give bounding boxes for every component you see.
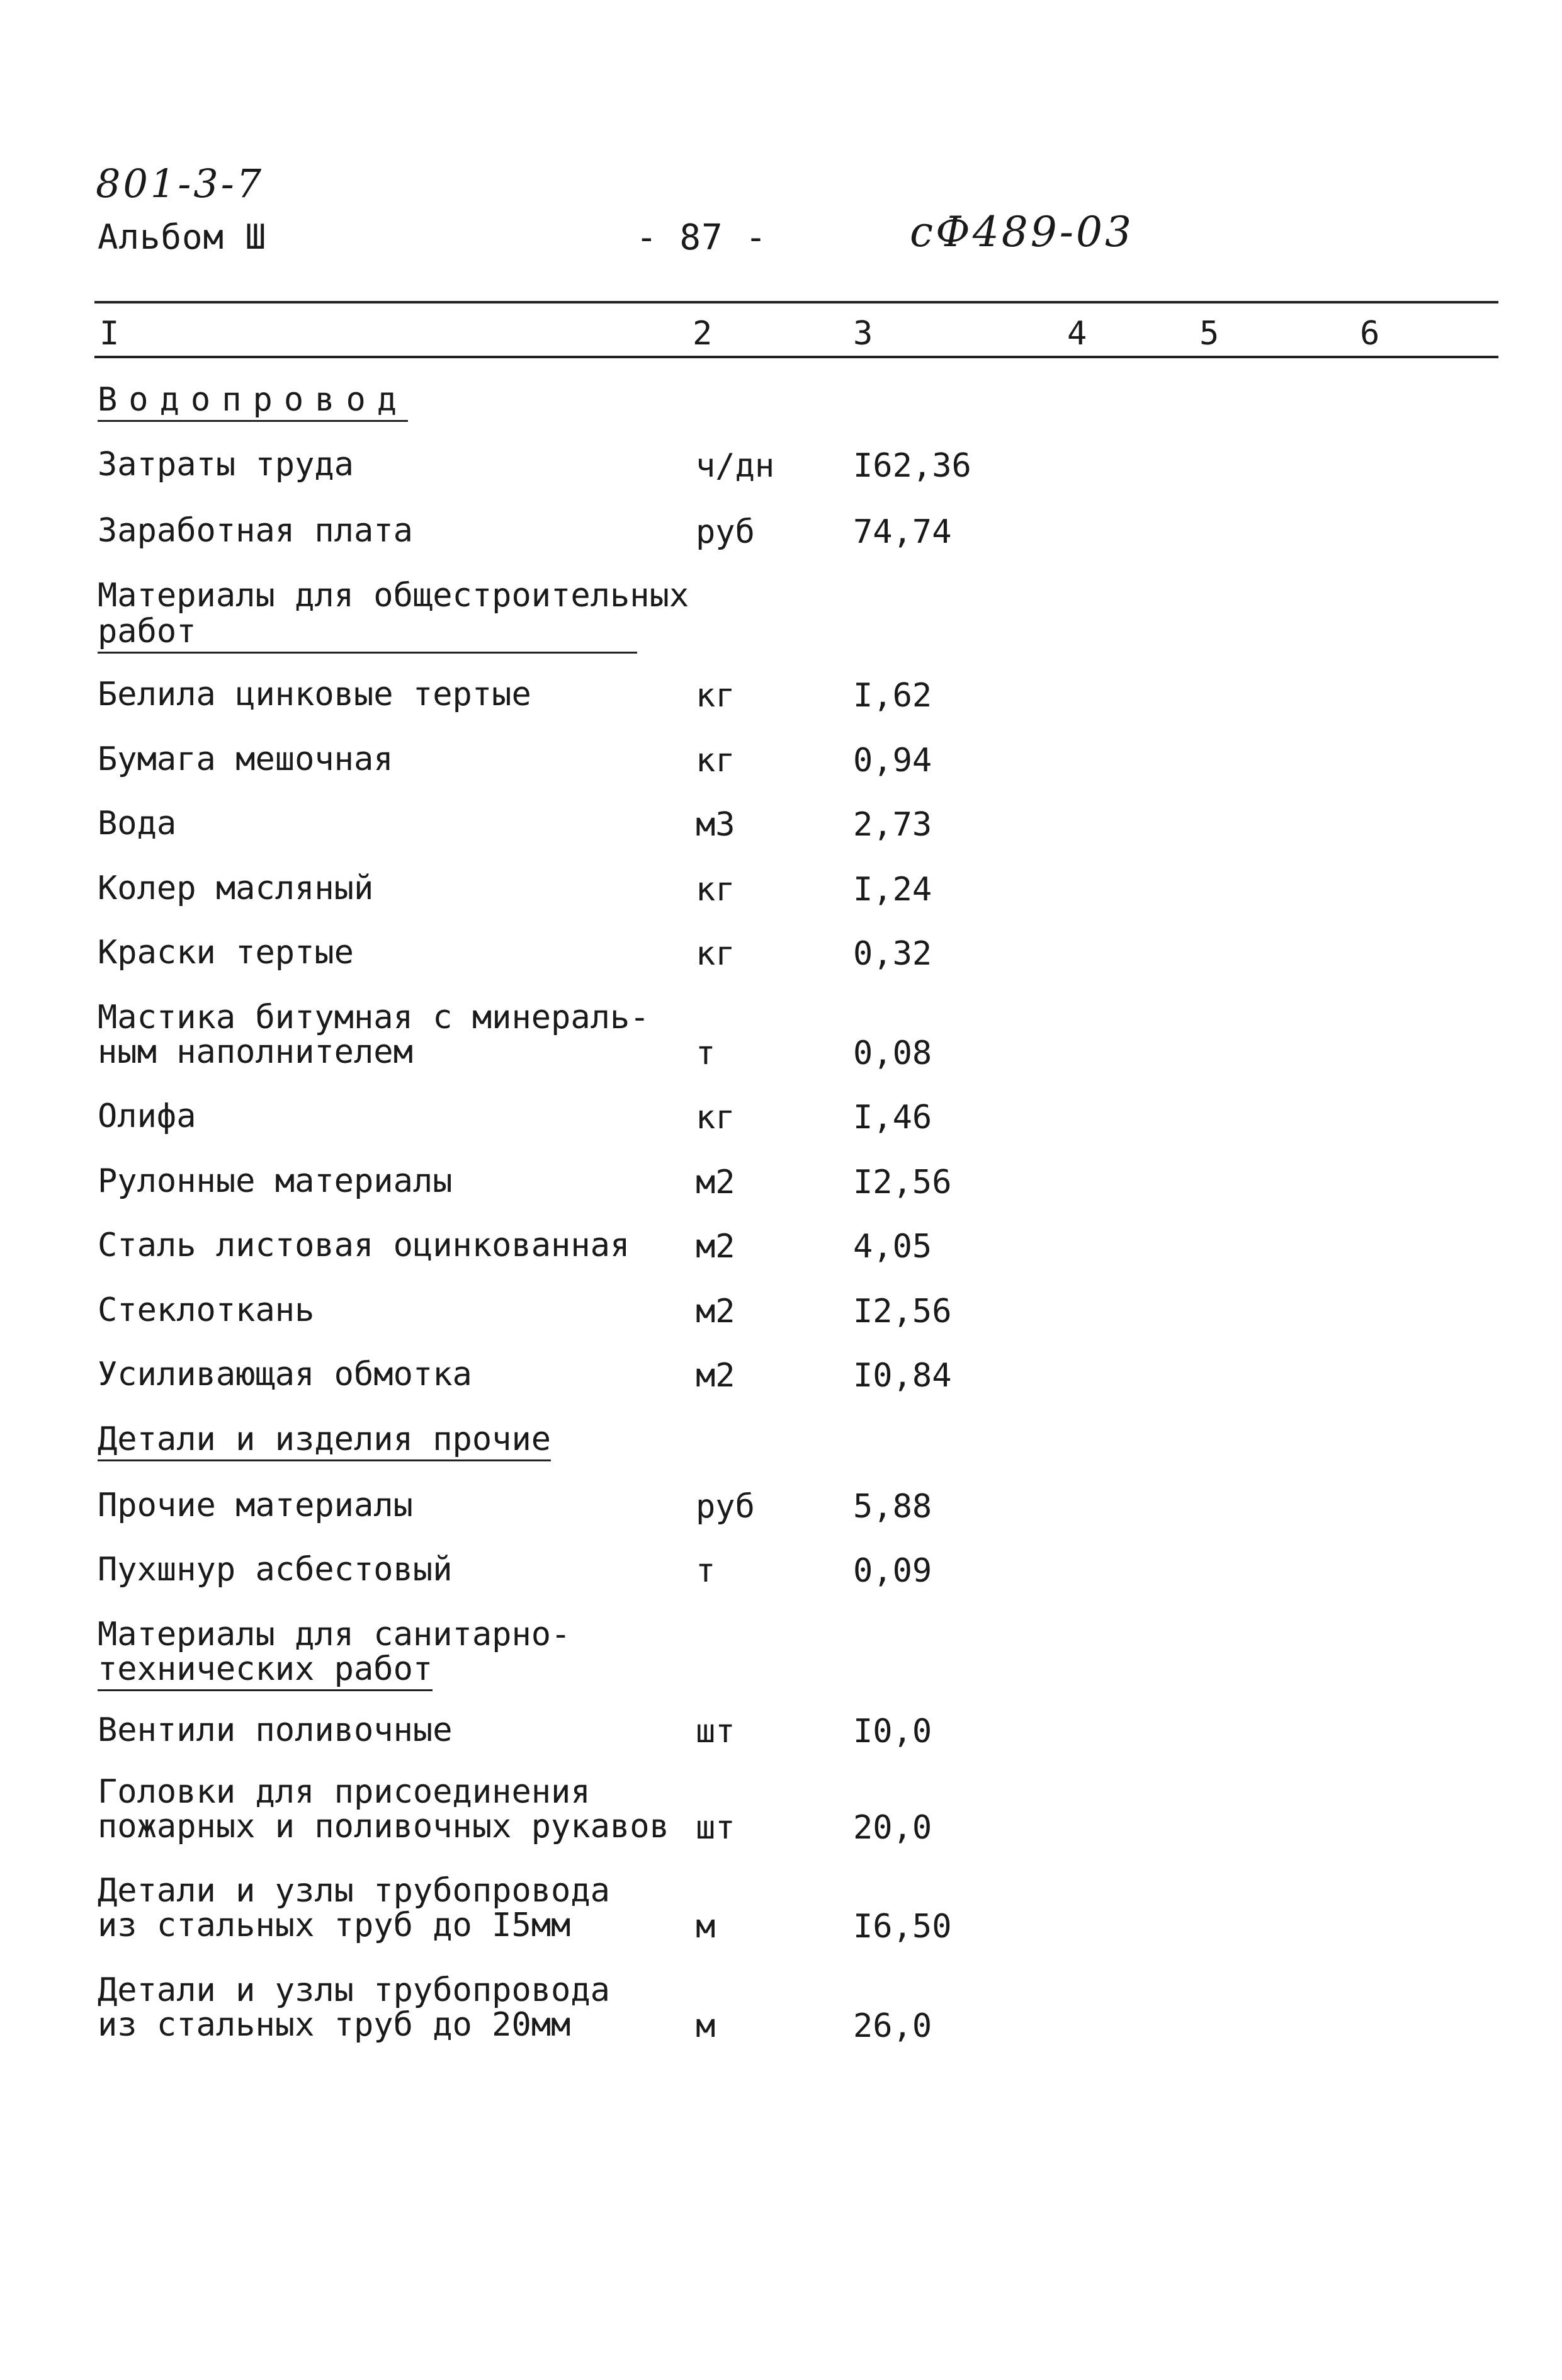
row-name: Стеклоткань: [98, 1291, 315, 1329]
row-name: Вентили поливочные: [98, 1711, 453, 1749]
page-number: - 87 -: [636, 217, 767, 258]
handwritten-reference: сФ489-03: [910, 208, 1135, 256]
row-value: I2,56: [853, 1164, 952, 1201]
row-name: Сталь листовая оцинкованная: [98, 1227, 630, 1264]
row-unit: м: [696, 2007, 716, 2045]
row-value: 0,08: [853, 1034, 932, 1072]
album-label: Альбом Ш: [98, 217, 267, 257]
row-value: I2,56: [853, 1293, 952, 1330]
handwritten-code: 801-3-7: [96, 161, 264, 207]
group-heading: Детали и изделия прочие: [98, 1422, 551, 1457]
row-unit: м: [696, 1908, 716, 1946]
group-heading: Материалы для санитарно-: [98, 1616, 571, 1653]
row-name: Мастика битумная с минераль-: [98, 999, 650, 1036]
column-header-4: 4: [1067, 315, 1088, 353]
row-name-cont: пожарных и поливочных рукавов: [98, 1808, 669, 1845]
row-name: Пухшнур асбестовый: [98, 1551, 453, 1589]
row-unit: кг: [696, 871, 735, 909]
row-value: I6,50: [853, 1908, 952, 1946]
row-name: Бумага мешочная: [98, 740, 393, 778]
row-name: Затраты труда: [98, 446, 354, 484]
column-header-5: 5: [1199, 315, 1220, 353]
row-name: Вода: [98, 805, 177, 842]
row-value: 0,09: [853, 1552, 932, 1590]
row-value: 5,88: [853, 1488, 932, 1526]
row-unit: шт: [696, 1809, 735, 1847]
row-name: Олифа: [98, 1097, 196, 1135]
row-unit: кг: [696, 677, 735, 715]
column-header-6: 6: [1360, 315, 1381, 353]
row-name: Колер масляный: [98, 870, 374, 907]
row-value: 20,0: [853, 1809, 932, 1847]
row-value: 4,05: [853, 1228, 932, 1266]
column-header-2: 2: [693, 315, 713, 353]
column-header-1: I: [99, 315, 120, 353]
row-name: Детали и узлы трубопровода: [98, 1971, 610, 2009]
row-name: Рулонные материалы: [98, 1162, 453, 1200]
row-name: Усиливающая обмотка: [98, 1356, 472, 1393]
group-heading-cont: работ: [98, 614, 637, 649]
row-unit: кг: [696, 742, 735, 779]
header-rule: [94, 301, 1498, 303]
section-title: Водопровод: [98, 381, 408, 422]
row-unit: руб: [696, 1488, 755, 1526]
row-name-cont: ным наполнителем: [98, 1033, 413, 1071]
row-unit: т: [696, 1034, 716, 1072]
row-value: 0,32: [853, 935, 932, 973]
row-name: Головки для присоединения: [98, 1773, 591, 1811]
row-unit: т: [696, 1552, 716, 1590]
row-unit: м2: [696, 1164, 735, 1201]
row-name: Прочие материалы: [98, 1487, 413, 1524]
row-unit: м3: [696, 806, 735, 844]
row-name-cont: из стальных труб до 20мм: [98, 2006, 571, 2044]
row-value: I,24: [853, 871, 932, 909]
row-unit: м2: [696, 1293, 735, 1330]
row-unit: кг: [696, 1099, 735, 1136]
row-value: 0,94: [853, 742, 932, 779]
row-value: 2,73: [853, 806, 932, 844]
row-name: Белила цинковые тертые: [98, 676, 531, 713]
group-heading: Материалы для общестроительных: [98, 577, 689, 615]
row-name: Краски тертые: [98, 934, 354, 972]
row-unit: м2: [696, 1228, 735, 1266]
column-header-3: 3: [853, 315, 874, 353]
row-name: Заработная плата: [98, 512, 413, 550]
row-name-cont: из стальных труб до I5мм: [98, 1907, 571, 1944]
row-unit: м2: [696, 1357, 735, 1395]
column-header-rule: [94, 356, 1498, 358]
row-unit: ч/дн: [696, 447, 775, 485]
row-value: 74,74: [853, 513, 952, 551]
row-value: I0,84: [853, 1357, 952, 1395]
row-value: I,62: [853, 677, 932, 715]
row-value: I62,36: [853, 447, 971, 485]
row-name: Детали и узлы трубопровода: [98, 1872, 610, 1910]
row-value: 26,0: [853, 2007, 932, 2045]
row-unit: кг: [696, 935, 735, 973]
row-value: I0,0: [853, 1713, 932, 1750]
row-unit: шт: [696, 1713, 735, 1750]
group-heading-cont: технических работ: [98, 1652, 433, 1687]
row-value: I,46: [853, 1099, 932, 1136]
row-unit: руб: [696, 513, 755, 551]
